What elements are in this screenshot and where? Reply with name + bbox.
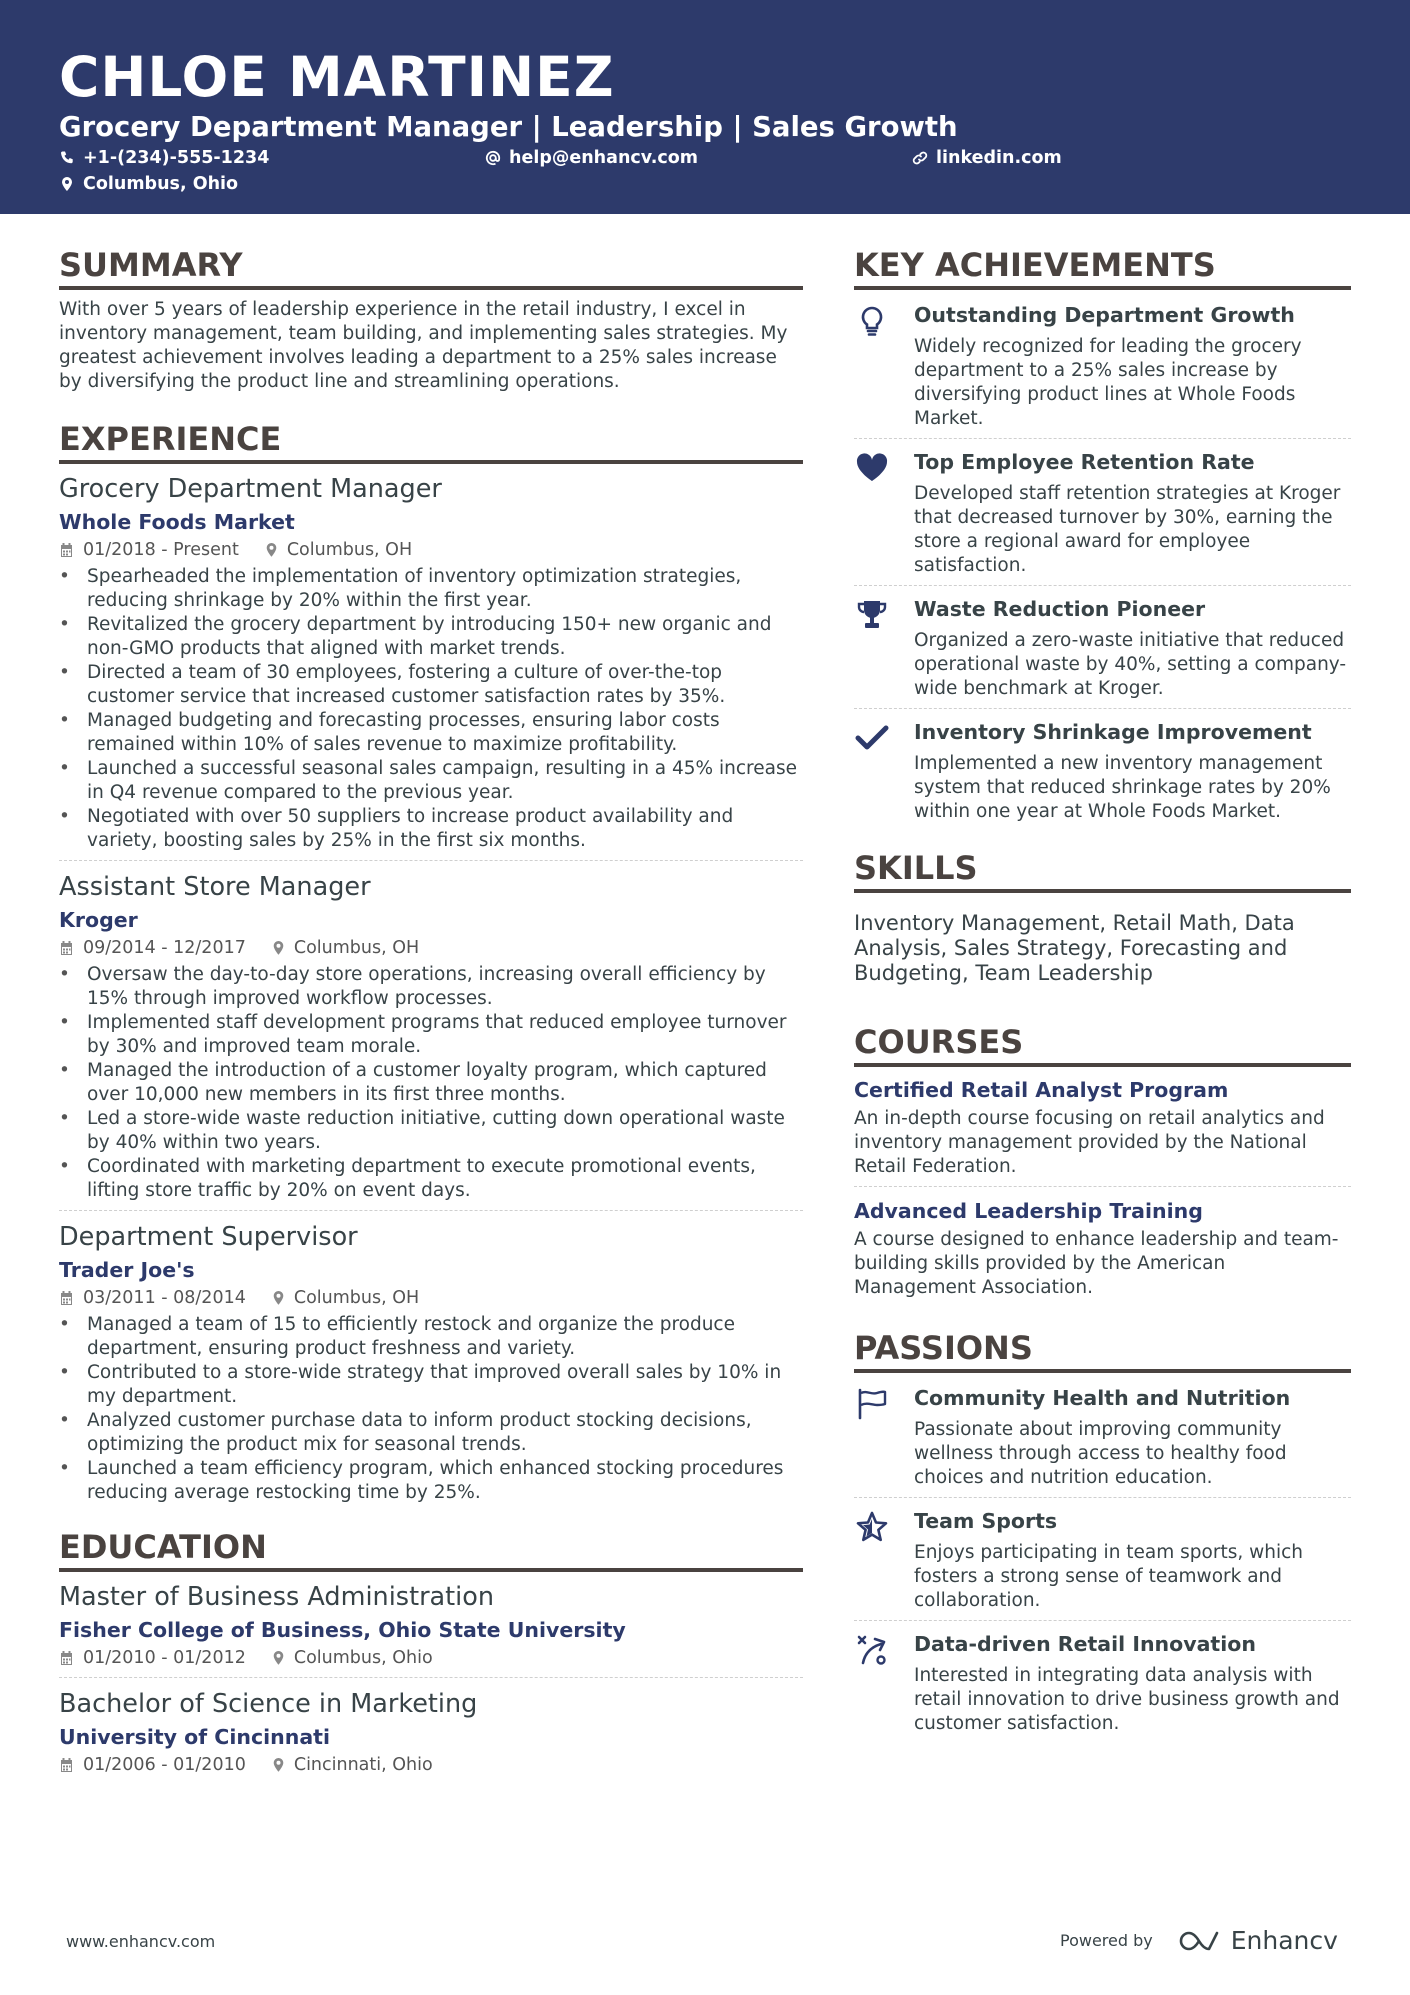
- email-contact[interactable]: [485, 147, 698, 169]
- passion-item: [854, 1385, 1351, 1490]
- divider: [854, 1620, 1351, 1621]
- achievement-title: Top Employee Retention Rate: [914, 450, 1255, 474]
- summary-title: SUMMARY: [59, 245, 803, 290]
- passion-text: Interested in integrating data analysis with retail innovation to drive business growth and customer satisfaction.: [914, 1665, 1340, 1734]
- linkedin-contact[interactable]: [912, 147, 1062, 169]
- divider: [854, 438, 1351, 439]
- left-column: [59, 245, 803, 1777]
- divider: [854, 1497, 1351, 1498]
- list-item: • Spearheaded the implementation of inventory optimization strategies, reducing shrinkage by 20% within the first year.: [59, 565, 803, 613]
- job-entry: [59, 1221, 803, 1505]
- phone-icon: [59, 150, 75, 166]
- achievement-item: [854, 596, 1351, 701]
- job-meta: [59, 1286, 803, 1310]
- map-pin-icon: [272, 1757, 285, 1773]
- tagline: Grocery Department Manager | Leadership | Sales Growth: [59, 111, 958, 143]
- list-item: • Managed a team of 15 to efficiently restock and organize the produce department, ensuring product freshness and variety.: [59, 1313, 803, 1361]
- job-entry: [59, 473, 803, 853]
- powered-by-label: Powered by: [1060, 1931, 1153, 1950]
- achievement-item: [854, 449, 1351, 578]
- phone-contact[interactable]: [59, 147, 269, 169]
- divider: [59, 1677, 803, 1678]
- company-name: Trader Joe's: [59, 1258, 195, 1282]
- map-pin-icon: [265, 542, 278, 558]
- footer-website[interactable]: www.enhancv.com: [66, 1932, 216, 1951]
- company-name: Whole Foods Market: [59, 510, 295, 534]
- job-title: Department Supervisor: [59, 1222, 358, 1252]
- list-item: • Contributed to a store-wide strategy that improved overall sales by 10% in my department.: [59, 1361, 803, 1409]
- skills-title: SKILLS: [854, 848, 1351, 893]
- achievement-title: Inventory Shrinkage Improvement: [914, 720, 1312, 744]
- map-pin-icon: [272, 940, 285, 956]
- lightbulb-icon: [855, 304, 889, 338]
- course-text: An in-depth course focusing on retail analytics and inventory management provided by the National Retail Federation.: [854, 1108, 1325, 1177]
- job-title: Assistant Store Manager: [59, 872, 371, 902]
- list-item: • Directed a team of 30 employees, fostering a culture of over-the-top customer service that increased customer satisfaction rates by 35%.: [59, 661, 803, 709]
- list-item: • Launched a team efficiency program, which enhanced stocking procedures reducing average restocking time by 25%.: [59, 1457, 803, 1505]
- job-dates: 01/2018 - Present: [83, 540, 239, 560]
- job-entry: [59, 871, 803, 1203]
- map-pin-icon: [59, 176, 75, 192]
- divider: [59, 860, 803, 861]
- achievement-text: Organized a zero-waste initiative that reduced operational waste by 40%, setting a company-wide benchmark at Kroger.: [914, 630, 1347, 699]
- achievement-item: [854, 302, 1351, 431]
- list-item: • Negotiated with over 50 suppliers to increase product availability and variety, boosting sales by 25% in the first six months.: [59, 805, 803, 853]
- job-meta: [59, 538, 803, 562]
- job-meta: [59, 936, 803, 960]
- email-text: help@enhancv.com: [509, 148, 699, 168]
- passion-title: Data-driven Retail Innovation: [914, 1632, 1256, 1656]
- achievement-text: Developed staff retention strategies at Kroger that decreased turnover by 30%, earning the store a regional award for employee satisfaction.: [914, 483, 1341, 576]
- achievement-title: Waste Reduction Pioneer: [914, 597, 1206, 621]
- flag-icon: [855, 1387, 889, 1421]
- passion-title: Community Health and Nutrition: [914, 1386, 1291, 1410]
- checkmark-icon: [855, 721, 889, 755]
- course-title: Advanced Leadership Training: [854, 1199, 1203, 1223]
- phone-text: +1-(234)-555-1234: [83, 148, 270, 168]
- list-item: • Revitalized the grocery department by introducing 150+ new organic and non-GMO products that aligned with market trends.: [59, 613, 803, 661]
- brand-name: Enhancv: [1230, 1926, 1338, 1955]
- calendar-icon: [59, 1290, 74, 1306]
- summary-text: With over 5 years of leadership experience in the retail industry, I excel in inventory management, team building, and implementing sales strategies. My greatest achievement involves leading a department to a 25% sales increase by diversifying the product line and streamlining operations.: [59, 299, 788, 392]
- company-name: Kroger: [59, 908, 138, 932]
- list-item: • Analyzed customer purchase data to inform product stocking decisions, optimizing the product mix for seasonal trends.: [59, 1409, 803, 1457]
- divider: [854, 1186, 1351, 1187]
- achievement-text: Implemented a new inventory management system that reduced shrinkage rates by 20% within one year at Whole Foods Market.: [914, 753, 1331, 822]
- list-item: • Launched a successful seasonal sales campaign, resulting in a 45% increase in Q4 revenue compared to the previous year.: [59, 757, 803, 805]
- calendar-icon: [59, 940, 74, 956]
- calendar-icon: [59, 1650, 74, 1666]
- job-location: Columbus, OH: [293, 938, 420, 958]
- job-location: Columbus, OH: [293, 1288, 420, 1308]
- education-title: EDUCATION: [59, 1527, 803, 1572]
- experience-title: EXPERIENCE: [59, 419, 803, 464]
- job-dates: 09/2014 - 12/2017: [83, 938, 246, 958]
- course-text: A course designed to enhance leadership and team-building skills provided by the American Management Association.: [854, 1229, 1339, 1298]
- passion-text: Passionate about improving community wellness through access to healthy food choices and nutrition education.: [914, 1419, 1287, 1488]
- header: [0, 0, 1410, 214]
- education-entry: [59, 1688, 803, 1777]
- education-location: Cincinnati, Ohio: [293, 1755, 433, 1775]
- location-text: Columbus, Ohio: [83, 174, 239, 194]
- job-bullets: [59, 1313, 803, 1505]
- education-dates: 01/2006 - 01/2010: [83, 1755, 246, 1775]
- job-bullets: [59, 565, 803, 853]
- job-dates: 03/2011 - 08/2014: [83, 1288, 246, 1308]
- list-item: • Oversaw the day-to-day store operations, increasing overall efficiency by 15% through improved workflow processes.: [59, 963, 803, 1011]
- list-item: • Managed the introduction of a customer loyalty program, which captured over 10,000 new members in its first three months.: [59, 1059, 803, 1107]
- divider: [854, 585, 1351, 586]
- course-item: [854, 1197, 1351, 1300]
- education-meta: [59, 1753, 803, 1777]
- school-name: University of Cincinnati: [59, 1725, 331, 1749]
- heart-icon: [855, 451, 889, 485]
- trophy-icon: [855, 598, 889, 632]
- enhancv-logo-icon: [1179, 1929, 1223, 1953]
- list-item: • Led a store-wide waste reduction initiative, cutting down operational waste by 40% within two years.: [59, 1107, 803, 1155]
- location-contact: [59, 173, 238, 195]
- degree-title: Master of Business Administration: [59, 1582, 495, 1612]
- star-icon: [855, 1510, 889, 1544]
- job-location: Columbus, OH: [286, 540, 413, 560]
- school-name: Fisher College of Business, Ohio State University: [59, 1618, 626, 1642]
- calendar-icon: [59, 1757, 74, 1773]
- course-item: [854, 1076, 1351, 1179]
- at-icon: [485, 150, 501, 166]
- achievement-item: [854, 719, 1351, 824]
- passions-title: PASSIONS: [854, 1328, 1351, 1373]
- candidate-name: CHLOE MARTINEZ: [59, 45, 615, 109]
- education-meta: [59, 1646, 803, 1670]
- job-title: Grocery Department Manager: [59, 474, 442, 504]
- footer-branding[interactable]: [1060, 1926, 1338, 1955]
- education-dates: 01/2010 - 01/2012: [83, 1648, 246, 1668]
- skills-text: Inventory Management, Retail Math, Data Analysis, Sales Strategy, Forecasting and Budgeting, Team Leadership: [854, 911, 1295, 985]
- map-pin-icon: [272, 1290, 285, 1306]
- strategy-icon: [855, 1633, 889, 1667]
- education-location: Columbus, Ohio: [293, 1648, 433, 1668]
- calendar-icon: [59, 542, 74, 558]
- divider: [59, 1210, 803, 1211]
- divider: [854, 708, 1351, 709]
- job-bullets: [59, 963, 803, 1203]
- course-title: Certified Retail Analyst Program: [854, 1078, 1229, 1102]
- passion-item: [854, 1508, 1351, 1613]
- list-item: • Managed budgeting and forecasting processes, ensuring labor costs remained within 10% of sales revenue to maximize profitability.: [59, 709, 803, 757]
- achievements-title: KEY ACHIEVEMENTS: [854, 245, 1351, 290]
- education-entry: [59, 1581, 803, 1670]
- link-icon: [912, 150, 928, 166]
- degree-title: Bachelor of Science in Marketing: [59, 1689, 478, 1719]
- courses-title: COURSES: [854, 1022, 1351, 1067]
- passion-text: Enjoys participating in team sports, which fosters a strong sense of teamwork and collaboration.: [914, 1542, 1304, 1611]
- list-item: • Coordinated with marketing department to execute promotional events, lifting store traffic by 20% on event days.: [59, 1155, 803, 1203]
- linkedin-text: linkedin.com: [936, 148, 1062, 168]
- passion-item: [854, 1631, 1351, 1736]
- right-column: [854, 245, 1351, 1736]
- list-item: • Implemented staff development programs that reduced employee turnover by 30% and improved team morale.: [59, 1011, 803, 1059]
- passion-title: Team Sports: [914, 1509, 1058, 1533]
- achievement-title: Outstanding Department Growth: [914, 303, 1295, 327]
- achievement-text: Widely recognized for leading the grocery department to a 25% sales increase by diversifying product lines at Whole Foods Market.: [914, 336, 1302, 429]
- map-pin-icon: [272, 1650, 285, 1666]
